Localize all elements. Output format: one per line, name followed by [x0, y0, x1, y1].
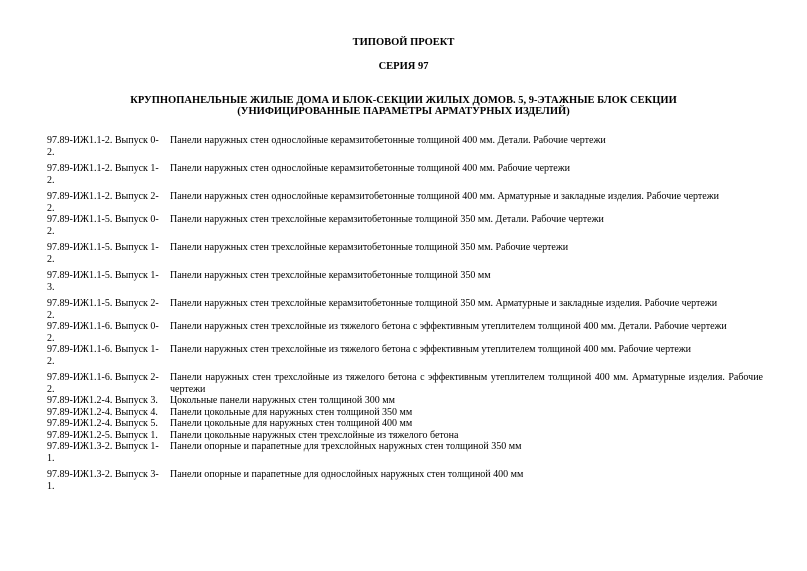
- item-code: 97.89-ИЖ1.1-2. Выпуск 0-2.: [47, 135, 159, 158]
- list-item: [47, 395, 763, 407]
- item-code: 97.89-ИЖ1.2-4. Выпуск 5.: [47, 418, 158, 429]
- item-code: 97.89-ИЖ1.3-2. Выпуск 1-1.: [47, 441, 159, 464]
- item-code: 97.89-ИЖ1.1-5. Выпуск 2-2.: [47, 298, 159, 321]
- list-item: [47, 242, 763, 265]
- item-description: Панели наружных стен трехслойные керамзитобетонные толщиной 350 мм: [170, 270, 491, 281]
- item-code: 97.89-ИЖ1.1-5. Выпуск 1-3.: [47, 270, 159, 293]
- item-description: Панели наружных стен трехслойные керамзитобетонные толщиной 350 мм. Арматурные и закладные изделия. Рабочие чертежи: [170, 298, 718, 309]
- item-description: Панели опорные и парапетные для однослойных наружных стен толщиной 400 мм: [170, 469, 524, 480]
- item-description: Панели наружных стен однослойные керамзитобетонные толщиной 400 мм. Детали. Рабочие чертежи: [170, 135, 606, 146]
- section-title: КРУПНОПАНЕЛЬНЫЕ ЖИЛЫЕ ДОМА И БЛОК-СЕКЦИИ ЖИЛЫХ ДОМОВ. 5, 9-ЭТАЖНЫЕ БЛОК СЕКЦИИ: [130, 95, 677, 106]
- item-description: Панели наружных стен однослойные керамзитобетонные толщиной 400 мм. Арматурные и закладные изделия. Рабочие чертежи: [170, 191, 719, 202]
- item-description: Панели наружных стен трехслойные из тяжелого бетона с эффективным утеплителем толщиной 400 мм. Рабочие чертежи: [170, 344, 692, 355]
- item-description: Панели цокольные для наружных стен толщиной 350 мм: [170, 406, 413, 418]
- list-item: [47, 214, 763, 237]
- item-code: 97.89-ИЖ1.1-5. Выпуск 0-2.: [47, 214, 159, 237]
- list-item: [47, 191, 763, 214]
- item-code: 97.89-ИЖ1.1-2. Выпуск 1-2.: [47, 163, 159, 186]
- list-item: [47, 344, 763, 367]
- item-description: Панели наружных стен однослойные керамзитобетонные толщиной 400 мм. Рабочие чертежи: [170, 163, 570, 174]
- doc-title: ТИПОВОЙ ПРОЕКТ: [352, 37, 455, 48]
- project-list: [47, 135, 763, 492]
- item-code: 97.89-ИЖ1.2-4. Выпуск 4.: [47, 406, 158, 418]
- list-item: [47, 372, 763, 395]
- list-item: [47, 135, 763, 158]
- item-description: Панели цокольные для наружных стен толщиной 400 мм: [170, 418, 413, 429]
- list-item: [47, 270, 763, 293]
- item-code: 97.89-ИЖ1.1-6. Выпуск 0-2.: [47, 321, 159, 344]
- item-code: 97.89-ИЖ1.1-6. Выпуск 1-2.: [47, 344, 159, 367]
- list-item: [47, 418, 763, 430]
- list-item: [47, 163, 763, 186]
- list-item: [47, 321, 763, 344]
- item-code: 97.89-ИЖ1.1-5. Выпуск 1-2.: [47, 242, 159, 265]
- list-item: [47, 407, 763, 419]
- item-description: Панели опорные и парапетные для трехслойных наружных стен толщиной 350 мм: [170, 441, 522, 452]
- item-code: 97.89-ИЖ1.3-2. Выпуск 3-1.: [47, 469, 159, 492]
- item-description: Цокольные панели наружных стен толщиной 300 мм: [170, 395, 395, 406]
- item-code: 97.89-ИЖ1.1-2. Выпуск 2-2.: [47, 191, 159, 214]
- item-description: Панели наружных стен трехслойные из тяжелого бетона с эффективным утеплителем толщиной 400 мм. Детали. Рабочие чертежи: [170, 321, 727, 332]
- list-item: [47, 441, 763, 464]
- item-description: Панели наружных стен трехслойные керамзитобетонные толщиной 350 мм. Детали. Рабочие чертежи: [170, 214, 604, 225]
- item-code: 97.89-ИЖ1.2-4. Выпуск 3.: [47, 395, 158, 406]
- item-code: 97.89-ИЖ1.1-6. Выпуск 2-2.: [47, 372, 159, 395]
- list-item: [47, 469, 763, 492]
- list-item: [47, 298, 763, 321]
- section-subtitle: (УНИФИЦИРОВАННЫЕ ПАРАМЕТРЫ АРМАТУРНЫХ ИЗДЕЛИЙ): [237, 106, 570, 117]
- item-description: Панели наружных стен трехслойные керамзитобетонные толщиной 350 мм. Рабочие чертежи: [170, 242, 569, 253]
- list-item: [47, 430, 763, 442]
- series-title: СЕРИЯ 97: [378, 61, 429, 72]
- item-description: Панели наружных стен трехслойные из тяжелого бетона с эффективным утеплителем толщиной 400 мм. Арматурные изделия. Рабочие чертежи: [170, 372, 763, 395]
- item-description: Панели цокольные наружных стен трехслойные из тяжелого бетона: [170, 429, 459, 441]
- item-code: 97.89-ИЖ1.2-5. Выпуск 1.: [47, 429, 158, 441]
